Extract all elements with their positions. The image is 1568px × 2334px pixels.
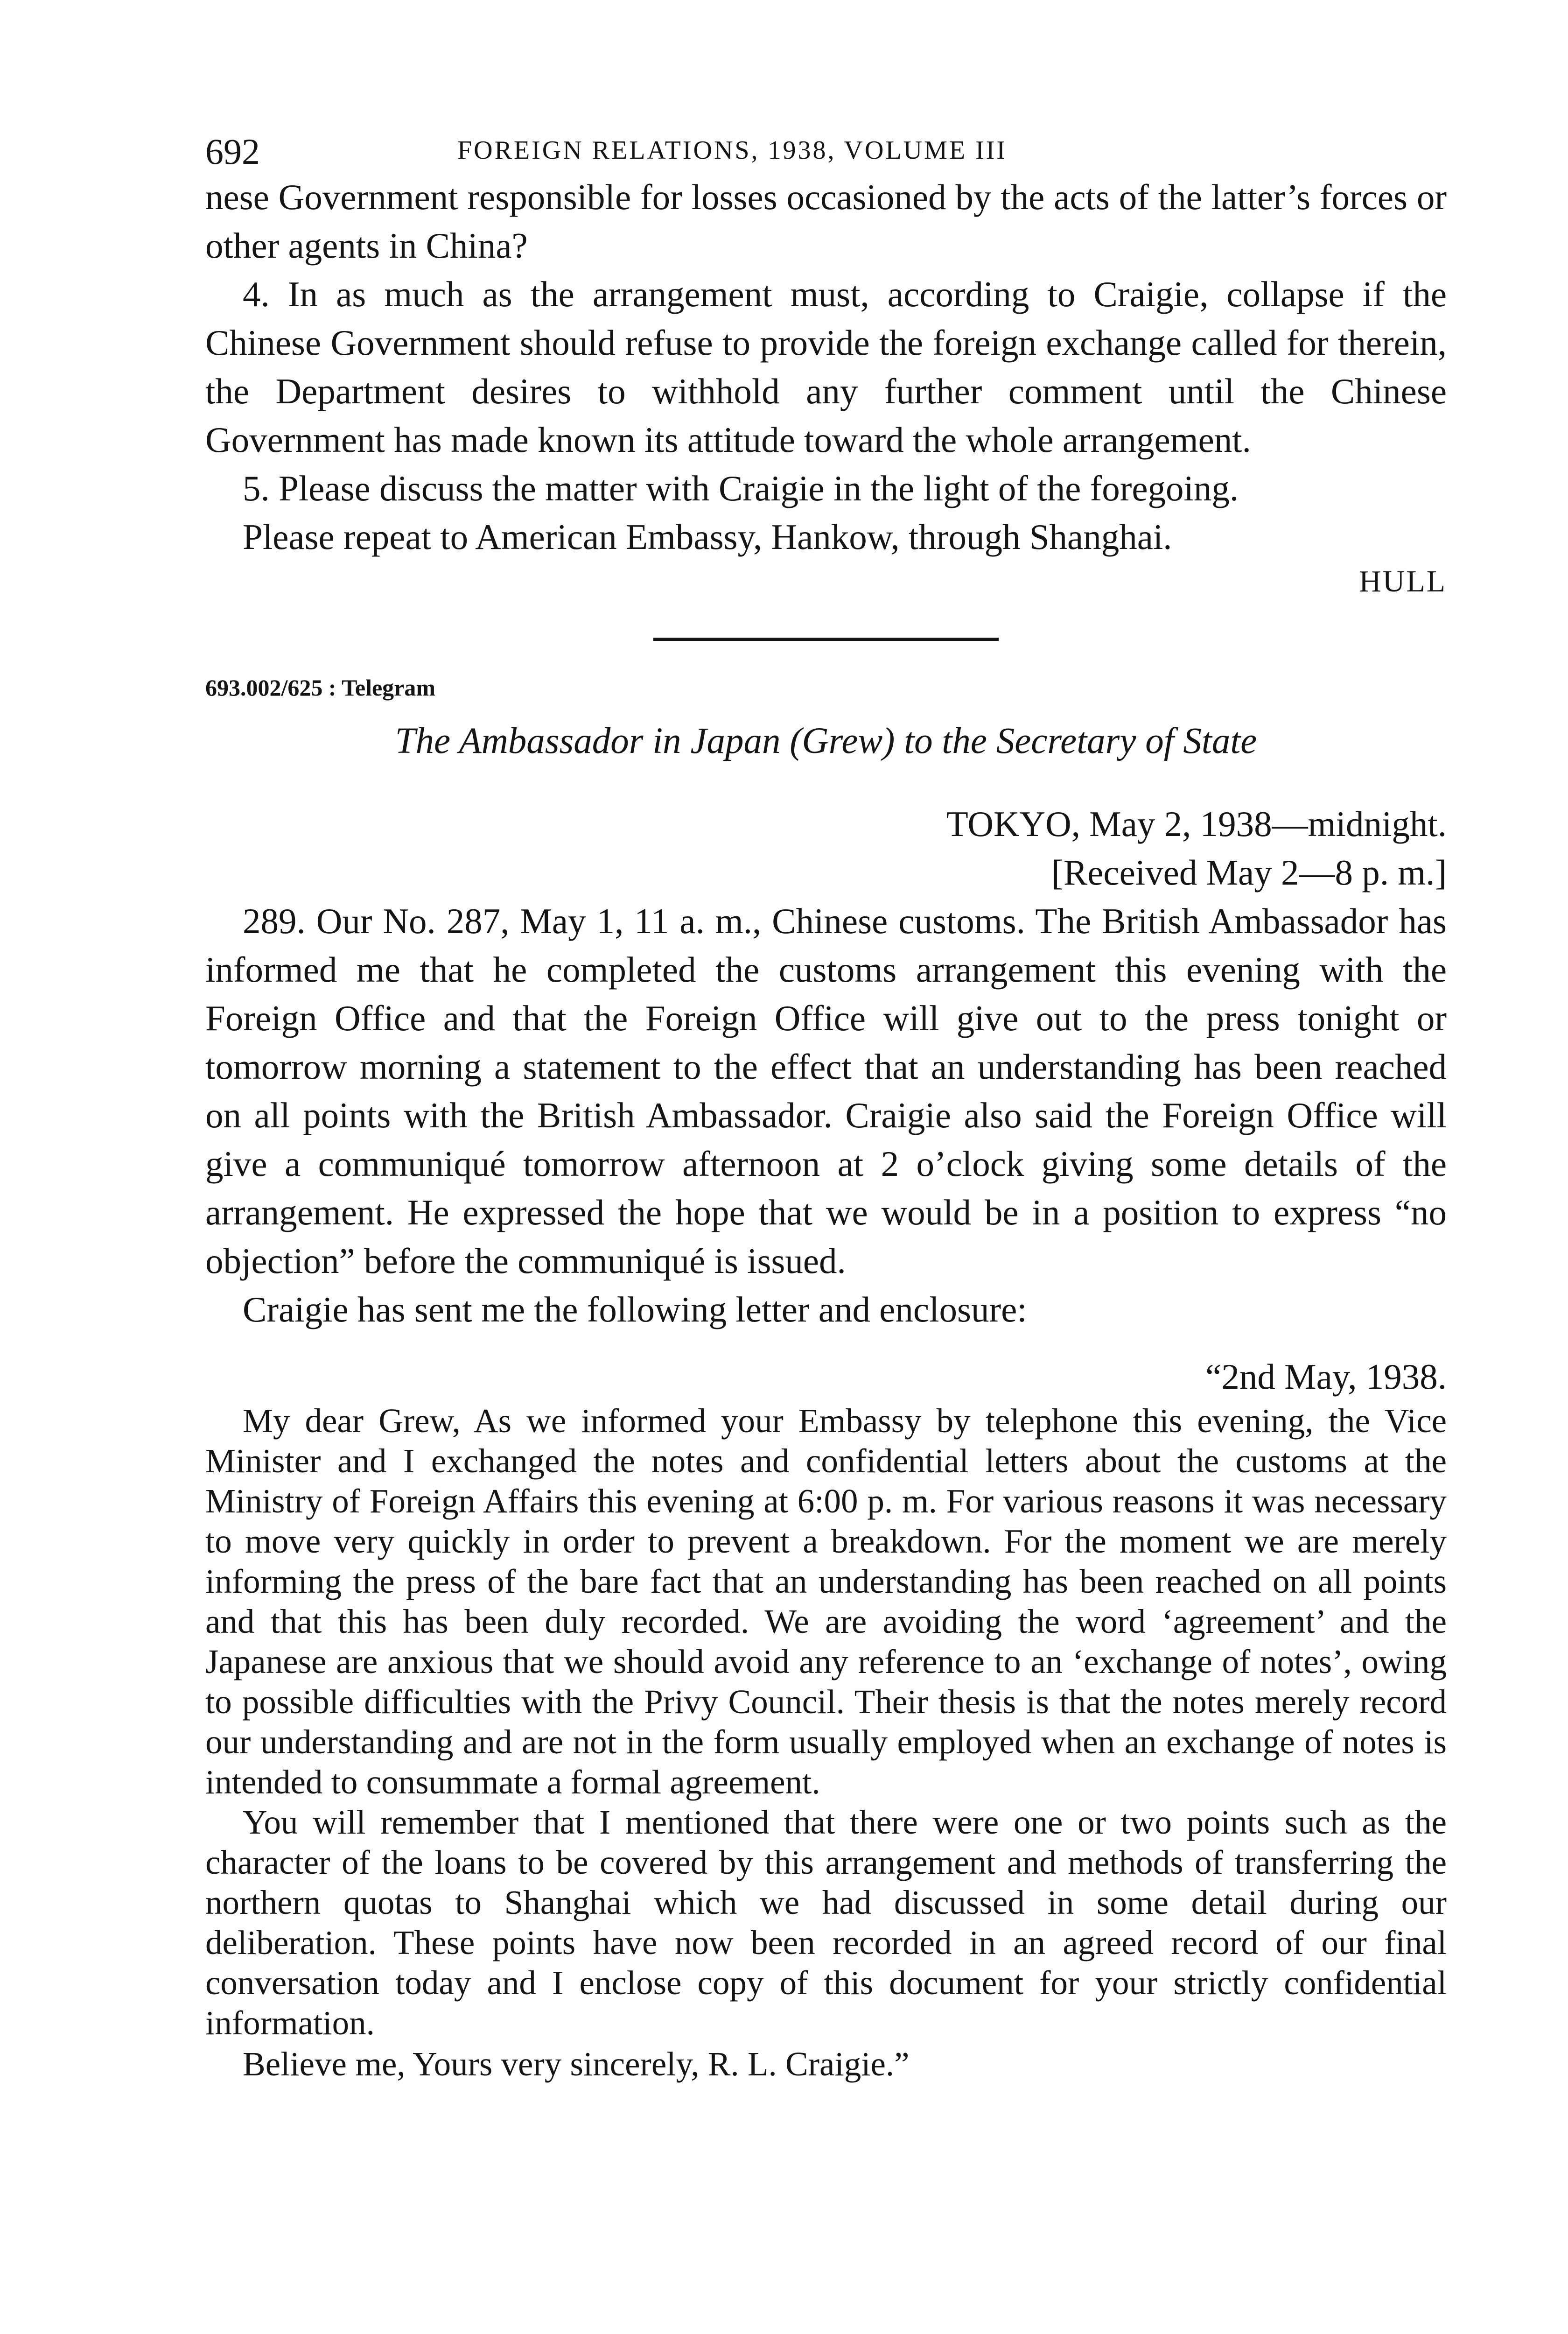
- document-page: [205, 117, 1447, 2085]
- page-number: 692: [205, 131, 260, 172]
- section-divider: [653, 638, 999, 641]
- paragraph-289: 289. Our No. 287, May 1, 11 a. m., Chinese customs. The British Ambassador has informed me that he completed the customs arrangement this evening with the Foreign Office and that the Foreign Office will give out to the press tonight or tomorrow morning a statement to the effect that an understanding has been reached on all points with the British Ambassador. Craigie also said the Foreign Office will give a communiqué tomorrow afternoon at 2 o’clock giving some details of the arrangement. He expressed the hope that we would be in a position to express “no objection” before the communiqué is issued.: [205, 901, 1447, 1281]
- received-note: [Received May 2—8 p. m.]: [1051, 852, 1447, 893]
- point-5-paragraph: 5. Please discuss the matter with Craigie in the light of the foregoing.: [243, 468, 1239, 508]
- letter-date: “2nd May, 1938.: [1205, 1357, 1447, 1397]
- point-4-paragraph: 4. In as much as the arrangement must, according to Craigie, collapse if the Chinese Government should refuse to provide the foreign exchange called for therein, the Department desires to withhold any further comment until the Chinese Government has made known its attitude toward the whole arrangement.: [205, 274, 1447, 460]
- document-title: The Ambassador in Japan (Grew) to the Secretary of State: [395, 721, 1257, 761]
- letter-paragraph-1: My dear Grew, As we informed your Embassy by telephone this evening, the Vice Minister and I exchanged the notes and confidential letters about the customs at the Ministry of Foreign Affairs this evening at 6:00 p. m. For various reasons it was necessary to move very quickly in order to prevent a breakdown. For the moment we are merely informing the press of the bare fact that an understanding has been reached on all points and that this has been duly recorded. We are avoiding the word ‘agreement’ and the Japanese are anxious that we should avoid any reference to an ‘exchange of notes’, owing to possible difficulties with the Privy Council. Their thesis is that the notes merely record our understanding and are not in the form usually employed when an exchange of notes is intended to consummate a formal agreement.: [205, 1402, 1447, 1801]
- dateline: TOKYO, May 2, 1938—midnight.: [946, 804, 1447, 844]
- signature-hull: HULL: [1359, 564, 1447, 598]
- file-reference: 693.002/625 : Telegram: [205, 675, 436, 701]
- running-title: FOREIGN RELATIONS, 1938, VOLUME III: [457, 136, 1008, 165]
- repeat-instruction: Please repeat to American Embassy, Hankow, through Shanghai.: [243, 517, 1172, 557]
- running-header: [205, 117, 1447, 173]
- letter-closing: Believe me, Yours very sincerely, R. L. Craigie.”: [243, 2045, 910, 2083]
- letter-intro: Craigie has sent me the following letter and enclosure:: [243, 1289, 1027, 1329]
- continuation-paragraph: nese Government responsible for losses occasioned by the acts of the latter’s forces or other agents in China?: [205, 177, 1447, 266]
- letter-paragraph-2: You will remember that I mentioned that there were one or two points such as the character of the loans to be covered by this arrangement and methods of transferring the northern quotas to Shanghai which we had discussed in some detail during our deliberation. These points have now been recorded in an agreed record of our final conversation today and I enclose copy of this document for your strictly confidential information.: [205, 1803, 1447, 2042]
